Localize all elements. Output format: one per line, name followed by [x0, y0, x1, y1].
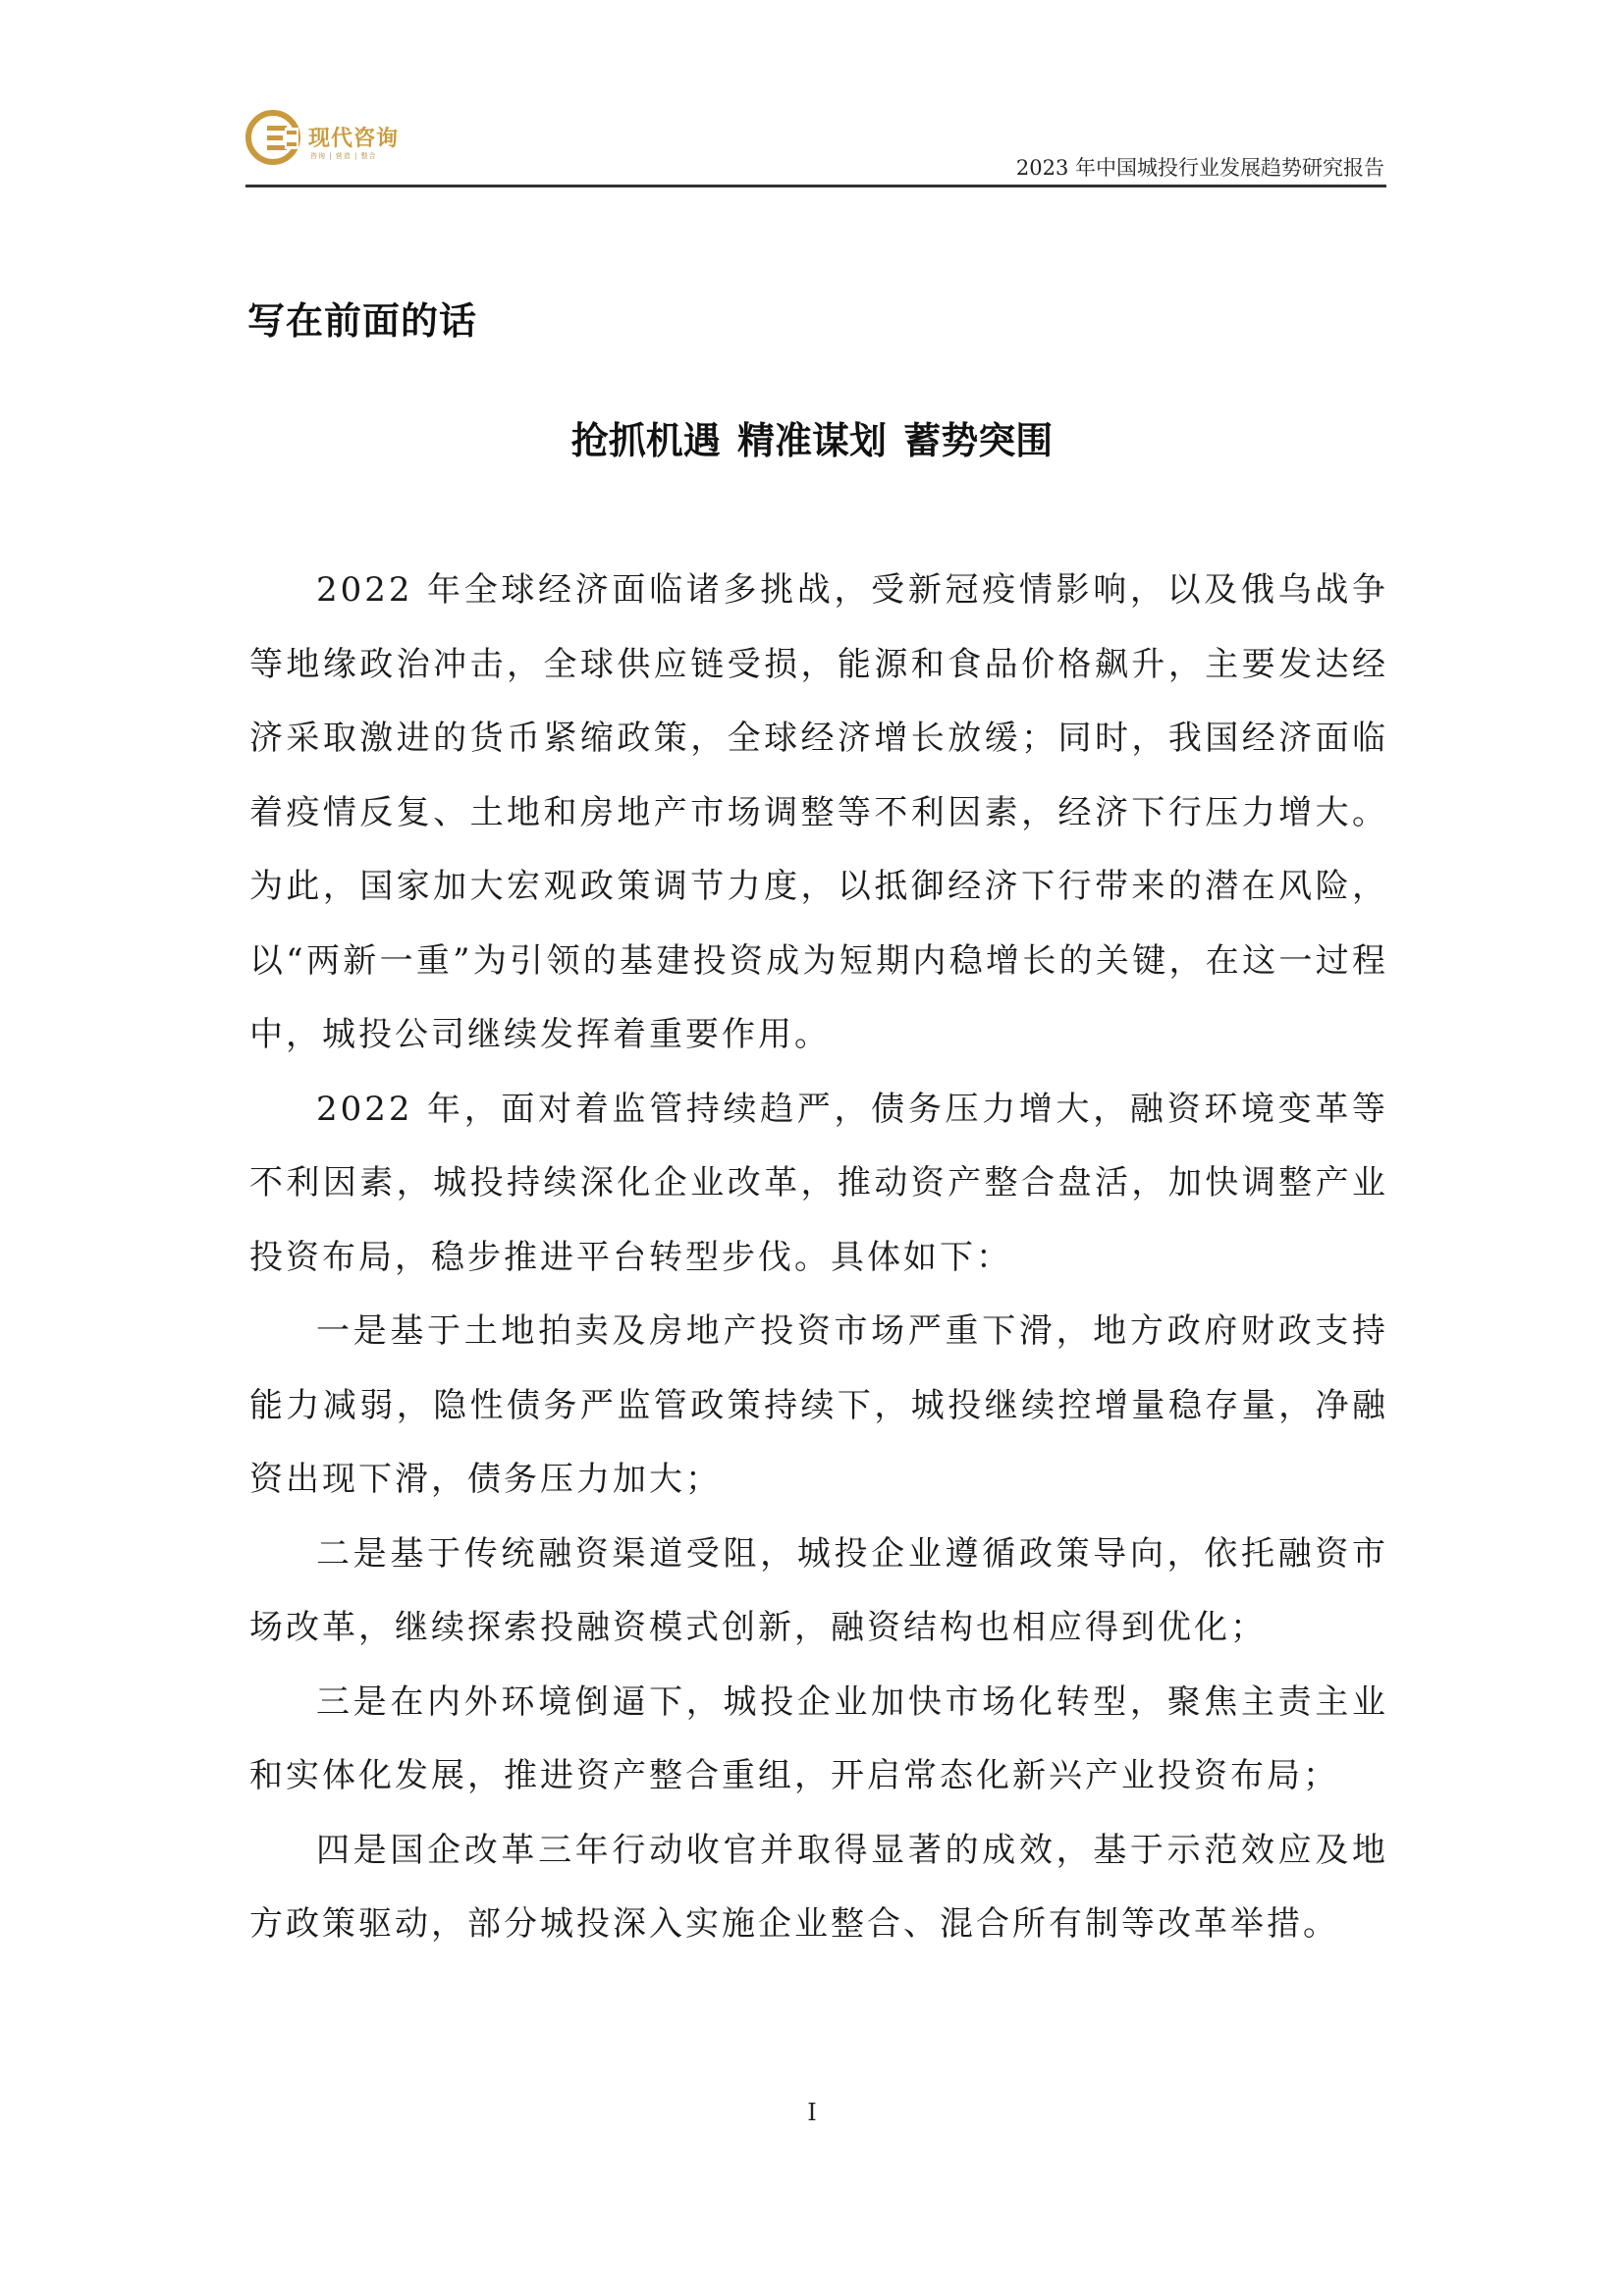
paragraph: 三是在内外环境倒逼下，城投企业加快市场化转型，聚焦主责主业和实体化发展，推进资产整合重组，开启常态化新兴产业投资布局； — [249, 1682, 1388, 1795]
company-logo-icon — [245, 110, 300, 165]
company-logo — [245, 108, 432, 167]
logo-text: 现代咨询 — [308, 126, 400, 151]
paragraph: 2022 年全球经济面临诸多挑战，受新冠疫情影响，以及俄乌战争等地缘政治冲击，全球供应链受损，能源和食品价格飙升，主要发达经济采取激进的货币紧缩政策，全球经济增长放缓；同时，我国经济面临着疫情反复、土地和房地产市场调整等不利因素，经济下行压力增大。为此，国家加大宏观政策调节力度，以抵御经济下行带来的潜在风险，以“两新一重”为引领的基建投资成为短期内稳增长的关键，在这一过程中，城投公司继续发挥着重要作用。 — [249, 570, 1388, 1054]
page-header — [245, 108, 1386, 187]
header-divider — [245, 185, 1386, 187]
main-heading: 抢抓机遇 精准谋划 蓄势突围 — [570, 419, 1054, 462]
page-number: I — [807, 2099, 817, 2126]
paragraph: 一是基于土地拍卖及房地产投资市场严重下滑，地方政府财政支持能力减弱，隐性债务严监管政策持续下，城投继续控增量稳存量，净融资出现下滑，债务压力加大； — [249, 1311, 1388, 1499]
paragraph: 四是国企改革三年行动收官并取得显著的成效，基于示范效应及地方政策驱动，部分城投深入实施企业整合、混合所有制等改革举措。 — [249, 1830, 1388, 1944]
paragraph: 二是基于传统融资渠道受阻，城投企业遵循政策导向，依托融资市场改革，继续探索投融资模式创新，融资结构也相应得到优化； — [249, 1533, 1388, 1647]
paragraph: 2022 年，面对着监管持续趋严，债务压力增大，融资环境变革等不利因素，城投持续深化企业改革，推动资产整合盘活，加快调整产业投资布局，稳步推进平台转型步伐。具体如下： — [249, 1089, 1388, 1277]
body-text — [249, 554, 1388, 1962]
report-title: 2023 年中国城投行业发展趋势研究报告 — [1015, 156, 1384, 180]
logo-tagline: 咨询 | 营造 | 整合 — [310, 152, 377, 160]
section-title: 写在前面的话 — [247, 299, 478, 343]
